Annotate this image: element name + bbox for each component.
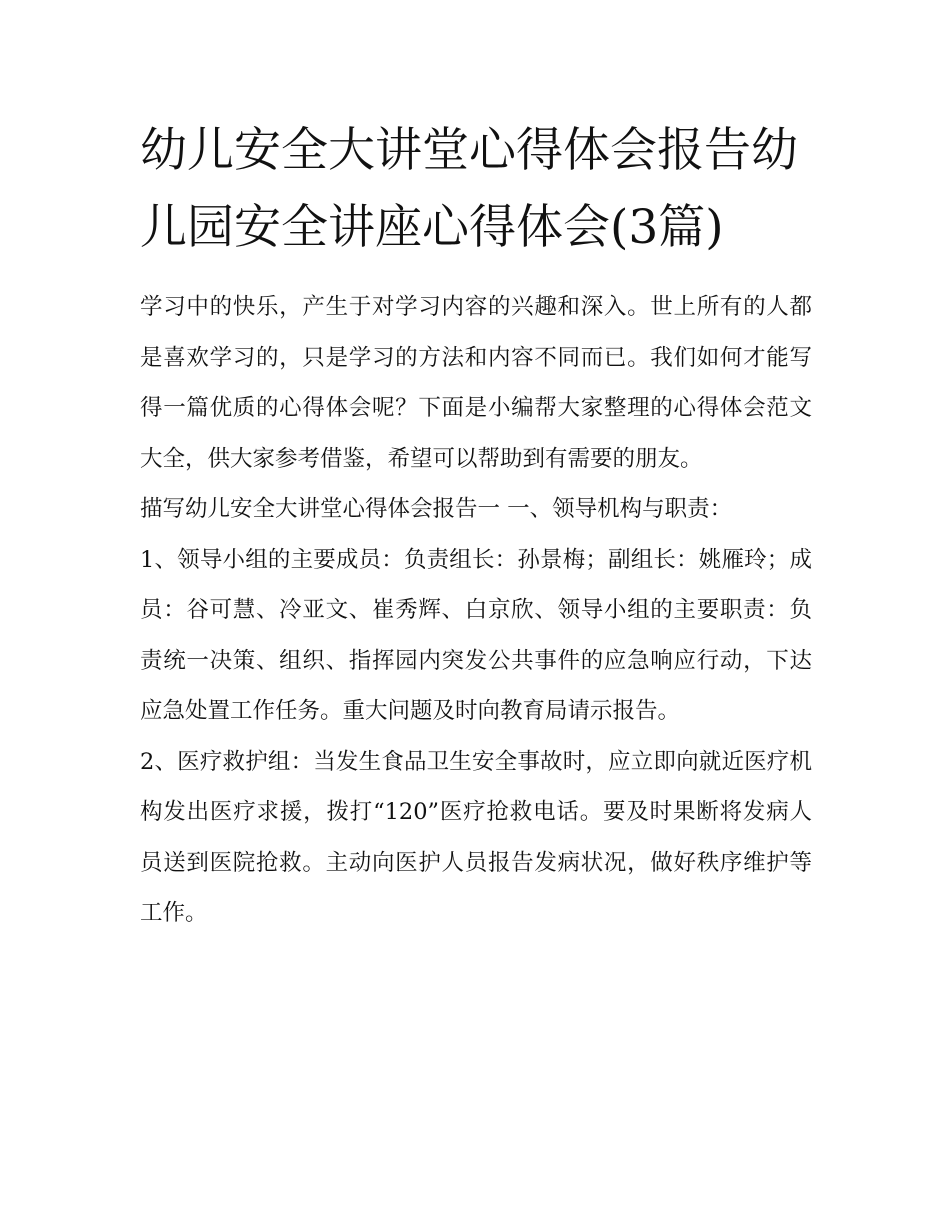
document-title: 幼儿安全大讲堂心得体会报告幼儿园安全讲座心得体会(3篇) — [140, 123, 798, 255]
intro-paragraph: 学习中的快乐，产生于对学习内容的兴趣和深入。世上所有的人都是喜欢学习的，只是学习的方法和内容不同而已。我们如何才能写得一篇优质的心得体会呢？下面是小编帮大家整理的心得体会范文大全，供大家参考借鉴，希望可以帮助到有需要的朋友。 — [140, 294, 812, 472]
document-body — [140, 112, 812, 939]
leadership-group-paragraph: 1、领导小组的主要成员：负责组长：孙景梅；副组长：姚雁玲；成员：谷可慧、冷亚文、崔秀辉、白京欣、领导小组的主要职责：负责统一决策、组织、指挥园内突发公共事件的应急响应行动，下达应急处置工作任务。重大问题及时向教育局请示报告。 — [140, 546, 812, 724]
medical-rescue-paragraph: 2、医疗救护组：当发生食品卫生安全事故时，应立即向就近医疗机构发出医疗求援，拨打“120”医疗抢救电话。要及时果断将发病人员送到医院抢救。主动向医护人员报告发病状况，做好秩序维护等工作。 — [140, 748, 812, 926]
section-heading-paragraph: 描写幼儿安全大讲堂心得体会报告一 一、领导机构与职责： — [140, 496, 733, 522]
